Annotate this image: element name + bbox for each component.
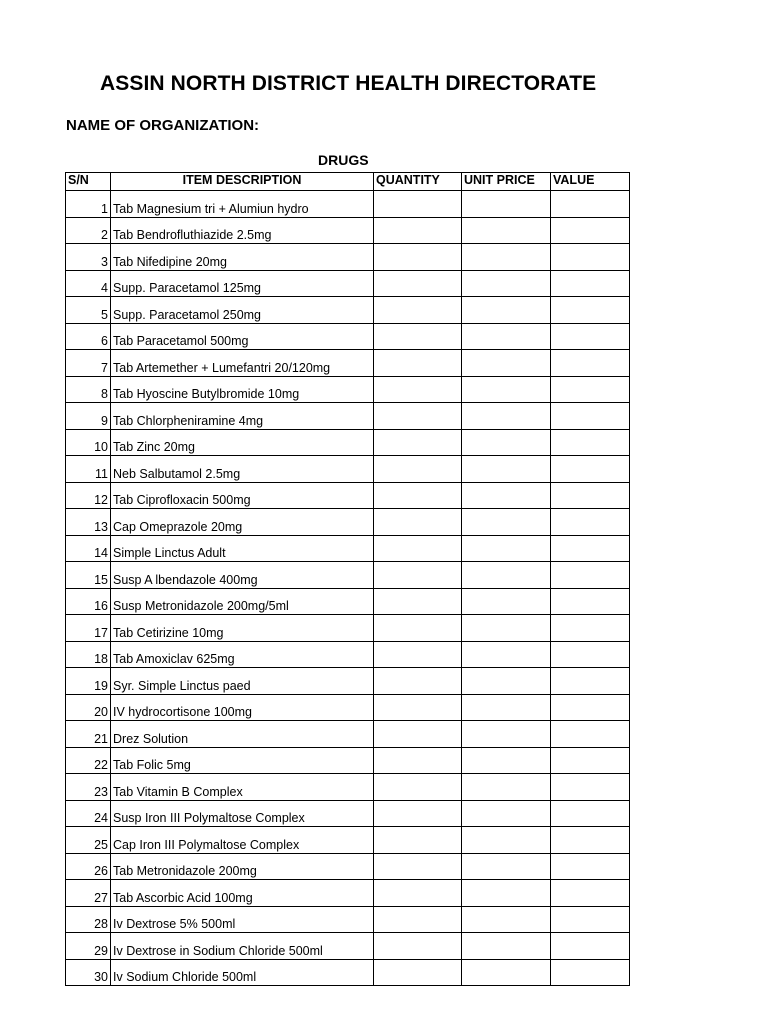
unit-price-cell[interactable]	[462, 297, 551, 324]
value-cell[interactable]	[551, 191, 630, 218]
table-row	[66, 297, 630, 324]
item-description-cell: Tab Ascorbic Acid 100mg	[111, 880, 374, 907]
table-header-row	[66, 173, 630, 191]
table-row	[66, 535, 630, 562]
table-row	[66, 827, 630, 854]
serial-number-cell: 1	[66, 191, 111, 218]
value-cell[interactable]	[551, 694, 630, 721]
value-cell[interactable]	[551, 959, 630, 986]
serial-number-cell: 29	[66, 933, 111, 960]
serial-number-cell: 10	[66, 429, 111, 456]
value-cell[interactable]	[551, 615, 630, 642]
quantity-cell[interactable]	[374, 959, 462, 986]
table-row	[66, 191, 630, 218]
quantity-cell[interactable]	[374, 880, 462, 907]
unit-price-cell[interactable]	[462, 615, 551, 642]
serial-number-cell: 28	[66, 906, 111, 933]
item-description-cell: Iv Dextrose 5% 500ml	[111, 906, 374, 933]
unit-price-cell[interactable]	[462, 721, 551, 748]
quantity-cell[interactable]	[374, 853, 462, 880]
value-cell[interactable]	[551, 827, 630, 854]
table-row	[66, 588, 630, 615]
serial-number-cell: 23	[66, 774, 111, 801]
table-row	[66, 350, 630, 377]
unit-price-cell[interactable]	[462, 959, 551, 986]
serial-number-cell: 26	[66, 853, 111, 880]
table-row	[66, 906, 630, 933]
value-cell[interactable]	[551, 456, 630, 483]
serial-number-cell: 2	[66, 217, 111, 244]
item-description-cell: Supp. Paracetamol 125mg	[111, 270, 374, 297]
table-row	[66, 244, 630, 271]
unit-price-cell[interactable]	[462, 800, 551, 827]
serial-number-cell: 30	[66, 959, 111, 986]
value-cell[interactable]	[551, 747, 630, 774]
quantity-cell[interactable]	[374, 588, 462, 615]
item-description-cell: Tab Magnesium tri + Alumiun hydro	[111, 191, 374, 218]
item-description-cell: Tab Artemether + Lumefantri 20/120mg	[111, 350, 374, 377]
item-description-cell: Tab Vitamin B Complex	[111, 774, 374, 801]
serial-number-cell: 5	[66, 297, 111, 324]
value-cell[interactable]	[551, 562, 630, 589]
table-row	[66, 747, 630, 774]
quantity-cell[interactable]	[374, 509, 462, 536]
quantity-cell[interactable]	[374, 827, 462, 854]
unit-price-cell[interactable]	[462, 376, 551, 403]
item-description-cell: Susp A lbendazole 400mg	[111, 562, 374, 589]
serial-number-cell: 21	[66, 721, 111, 748]
unit-price-cell[interactable]	[462, 191, 551, 218]
table-row	[66, 615, 630, 642]
value-cell[interactable]	[551, 403, 630, 430]
serial-number-cell: 4	[66, 270, 111, 297]
quantity-cell[interactable]	[374, 376, 462, 403]
serial-number-cell: 18	[66, 641, 111, 668]
unit-price-cell[interactable]	[462, 933, 551, 960]
quantity-cell[interactable]	[374, 403, 462, 430]
quantity-cell[interactable]	[374, 906, 462, 933]
quantity-cell[interactable]	[374, 350, 462, 377]
table-row	[66, 641, 630, 668]
column-header-item-description: ITEM DESCRIPTION	[111, 173, 374, 191]
serial-number-cell: 3	[66, 244, 111, 271]
serial-number-cell: 6	[66, 323, 111, 350]
quantity-cell[interactable]	[374, 668, 462, 695]
column-header-value: VALUE	[551, 173, 630, 191]
unit-price-cell[interactable]	[462, 270, 551, 297]
table-row	[66, 959, 630, 986]
serial-number-cell: 9	[66, 403, 111, 430]
quantity-cell[interactable]	[374, 270, 462, 297]
item-description-cell: Tab Nifedipine 20mg	[111, 244, 374, 271]
item-description-cell: Tab Ciprofloxacin 500mg	[111, 482, 374, 509]
value-cell[interactable]	[551, 721, 630, 748]
table-row	[66, 933, 630, 960]
quantity-cell[interactable]	[374, 244, 462, 271]
item-description-cell: Tab Hyoscine Butylbromide 10mg	[111, 376, 374, 403]
table-row	[66, 509, 630, 536]
item-description-cell: Simple Linctus Adult	[111, 535, 374, 562]
serial-number-cell: 20	[66, 694, 111, 721]
serial-number-cell: 8	[66, 376, 111, 403]
item-description-cell: Cap Iron III Polymaltose Complex	[111, 827, 374, 854]
value-cell[interactable]	[551, 641, 630, 668]
value-cell[interactable]	[551, 323, 630, 350]
drugs-table	[65, 172, 630, 986]
serial-number-cell: 19	[66, 668, 111, 695]
column-header-sn: S/N	[66, 173, 111, 191]
table-body	[66, 191, 630, 986]
value-cell[interactable]	[551, 376, 630, 403]
value-cell[interactable]	[551, 482, 630, 509]
value-cell[interactable]	[551, 509, 630, 536]
item-description-cell: Iv Dextrose in Sodium Chloride 500ml	[111, 933, 374, 960]
unit-price-cell[interactable]	[462, 906, 551, 933]
quantity-cell[interactable]	[374, 721, 462, 748]
value-cell[interactable]	[551, 880, 630, 907]
table-row	[66, 429, 630, 456]
item-description-cell: Tab Zinc 20mg	[111, 429, 374, 456]
item-description-cell: Supp. Paracetamol 250mg	[111, 297, 374, 324]
item-description-cell: Tab Amoxiclav 625mg	[111, 641, 374, 668]
quantity-cell[interactable]	[374, 933, 462, 960]
unit-price-cell[interactable]	[462, 456, 551, 483]
quantity-cell[interactable]	[374, 615, 462, 642]
table-row	[66, 403, 630, 430]
unit-price-cell[interactable]	[462, 217, 551, 244]
unit-price-cell[interactable]	[462, 853, 551, 880]
table-row	[66, 376, 630, 403]
serial-number-cell: 11	[66, 456, 111, 483]
unit-price-cell[interactable]	[462, 668, 551, 695]
value-cell[interactable]	[551, 853, 630, 880]
unit-price-cell[interactable]	[462, 827, 551, 854]
value-cell[interactable]	[551, 350, 630, 377]
table-row	[66, 270, 630, 297]
item-description-cell: Neb Salbutamol 2.5mg	[111, 456, 374, 483]
unit-price-cell[interactable]	[462, 244, 551, 271]
unit-price-cell[interactable]	[462, 350, 551, 377]
item-description-cell: Drez Solution	[111, 721, 374, 748]
quantity-cell[interactable]	[374, 323, 462, 350]
quantity-cell[interactable]	[374, 562, 462, 589]
unit-price-cell[interactable]	[462, 535, 551, 562]
item-description-cell: Tab Chlorpheniramine 4mg	[111, 403, 374, 430]
serial-number-cell: 25	[66, 827, 111, 854]
quantity-cell[interactable]	[374, 482, 462, 509]
quantity-cell[interactable]	[374, 747, 462, 774]
item-description-cell: Iv Sodium Chloride 500ml	[111, 959, 374, 986]
table-row	[66, 668, 630, 695]
value-cell[interactable]	[551, 270, 630, 297]
item-description-cell: Tab Folic 5mg	[111, 747, 374, 774]
value-cell[interactable]	[551, 800, 630, 827]
quantity-cell[interactable]	[374, 641, 462, 668]
quantity-cell[interactable]	[374, 456, 462, 483]
quantity-cell[interactable]	[374, 217, 462, 244]
section-heading: DRUGS	[318, 152, 369, 168]
value-cell[interactable]	[551, 906, 630, 933]
table-row	[66, 880, 630, 907]
item-description-cell: Tab Paracetamol 500mg	[111, 323, 374, 350]
serial-number-cell: 12	[66, 482, 111, 509]
value-cell[interactable]	[551, 668, 630, 695]
column-header-quantity: QUANTITY	[374, 173, 462, 191]
table-row	[66, 694, 630, 721]
value-cell[interactable]	[551, 774, 630, 801]
value-cell[interactable]	[551, 297, 630, 324]
serial-number-cell: 13	[66, 509, 111, 536]
item-description-cell: Syr. Simple Linctus paed	[111, 668, 374, 695]
serial-number-cell: 17	[66, 615, 111, 642]
quantity-cell[interactable]	[374, 535, 462, 562]
item-description-cell: Tab Bendrofluthiazide 2.5mg	[111, 217, 374, 244]
unit-price-cell[interactable]	[462, 403, 551, 430]
serial-number-cell: 27	[66, 880, 111, 907]
unit-price-cell[interactable]	[462, 429, 551, 456]
unit-price-cell[interactable]	[462, 880, 551, 907]
unit-price-cell[interactable]	[462, 323, 551, 350]
item-description-cell: Susp Metronidazole 200mg/5ml	[111, 588, 374, 615]
table-row	[66, 482, 630, 509]
item-description-cell: Tab Metronidazole 200mg	[111, 853, 374, 880]
item-description-cell: Cap Omeprazole 20mg	[111, 509, 374, 536]
table-row	[66, 800, 630, 827]
serial-number-cell: 7	[66, 350, 111, 377]
value-cell[interactable]	[551, 244, 630, 271]
unit-price-cell[interactable]	[462, 694, 551, 721]
serial-number-cell: 24	[66, 800, 111, 827]
serial-number-cell: 22	[66, 747, 111, 774]
quantity-cell[interactable]	[374, 800, 462, 827]
unit-price-cell[interactable]	[462, 588, 551, 615]
value-cell[interactable]	[551, 217, 630, 244]
item-description-cell: Susp Iron III Polymaltose Complex	[111, 800, 374, 827]
table-row	[66, 456, 630, 483]
table-row	[66, 323, 630, 350]
table-row	[66, 562, 630, 589]
unit-price-cell[interactable]	[462, 509, 551, 536]
unit-price-cell[interactable]	[462, 774, 551, 801]
serial-number-cell: 14	[66, 535, 111, 562]
serial-number-cell: 16	[66, 588, 111, 615]
value-cell[interactable]	[551, 588, 630, 615]
quantity-cell[interactable]	[374, 191, 462, 218]
quantity-cell[interactable]	[374, 774, 462, 801]
table-row	[66, 721, 630, 748]
document-title: ASSIN NORTH DISTRICT HEALTH DIRECTORATE	[100, 72, 597, 95]
unit-price-cell[interactable]	[462, 747, 551, 774]
column-header-unit-price: UNIT PRICE	[462, 173, 551, 191]
value-cell[interactable]	[551, 535, 630, 562]
quantity-cell[interactable]	[374, 297, 462, 324]
value-cell[interactable]	[551, 429, 630, 456]
unit-price-cell[interactable]	[462, 641, 551, 668]
item-description-cell: IV hydrocortisone 100mg	[111, 694, 374, 721]
item-description-cell: Tab Cetirizine 10mg	[111, 615, 374, 642]
value-cell[interactable]	[551, 933, 630, 960]
table-row	[66, 217, 630, 244]
table-row	[66, 853, 630, 880]
unit-price-cell[interactable]	[462, 562, 551, 589]
serial-number-cell: 15	[66, 562, 111, 589]
organization-label: NAME OF ORGANIZATION:	[66, 117, 260, 134]
quantity-cell[interactable]	[374, 694, 462, 721]
table-row	[66, 774, 630, 801]
unit-price-cell[interactable]	[462, 482, 551, 509]
quantity-cell[interactable]	[374, 429, 462, 456]
